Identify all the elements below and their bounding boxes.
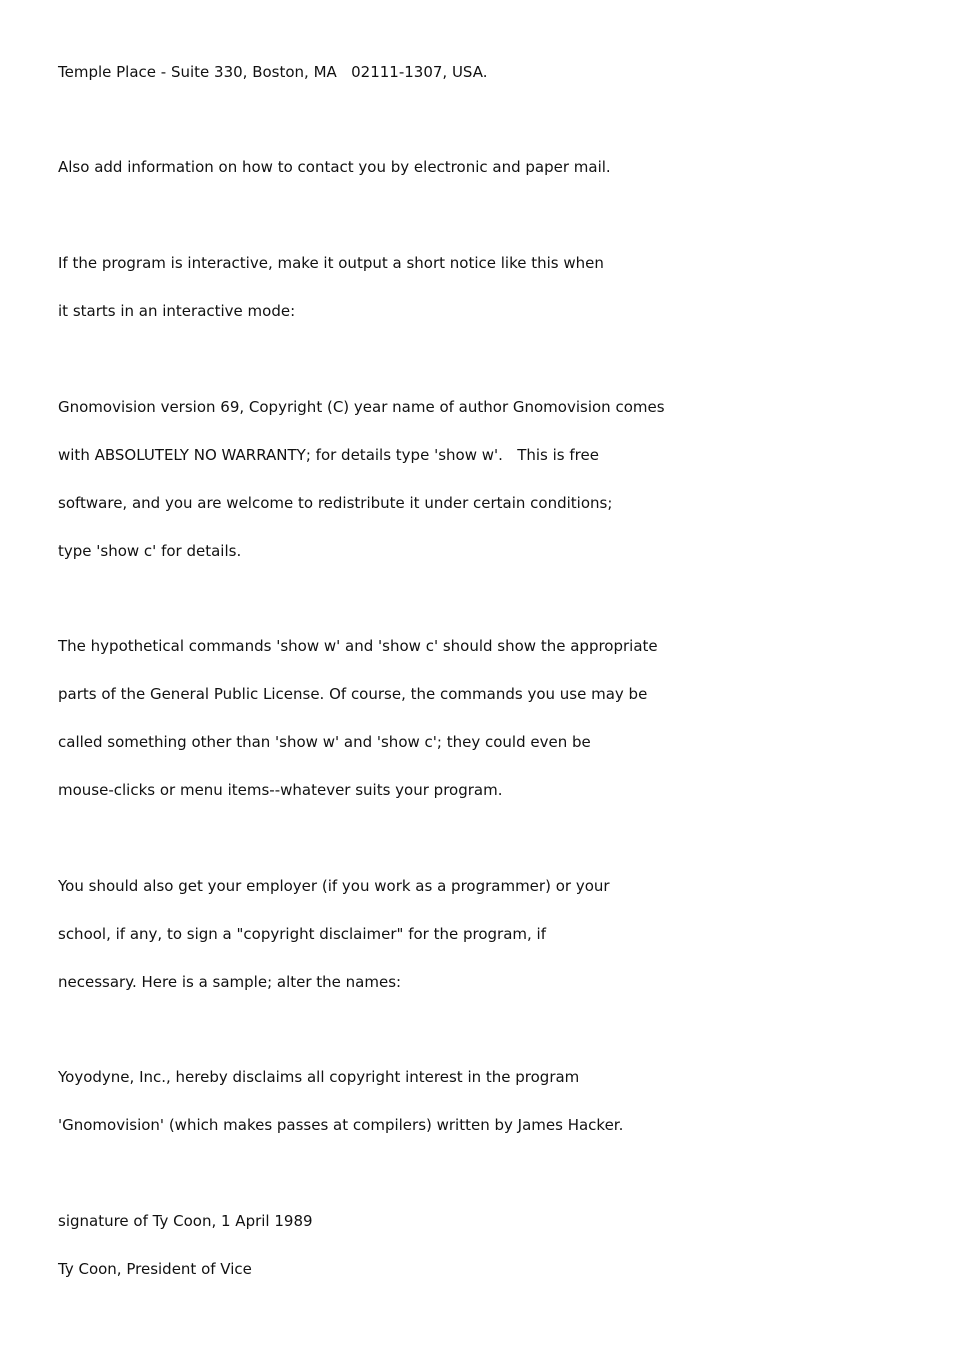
text-line: Also add information on how to contact you by electronic and paper mail. [58,158,611,176]
text-line: type 'show c' for details. [58,542,242,560]
text-line: If the program is interactive, make it output a short notice like this when [58,254,604,272]
text-line: school, if any, to sign a "copyright disclaimer" for the program, if [58,925,546,943]
text-line: The hypothetical commands 'show w' and 'show c' should show the appropriate [58,637,658,655]
text-line: You should also get your employer (if you work as a programmer) or your [58,877,610,895]
text-line: Temple Place - Suite 330, Boston, MA 02111-1307, USA. [58,63,488,81]
text-line: necessary. Here is a sample; alter the names: [58,973,402,991]
text-line: it starts in an interactive mode: [58,302,296,320]
text-line: Ty Coon, President of Vice [58,1260,252,1278]
text-line: Gnomovision version 69, Copyright (C) year name of author Gnomovision comes [58,398,665,416]
text-line: software, and you are welcome to redistribute it under certain conditions; [58,494,613,512]
text-line: parts of the General Public License. Of course, the commands you use may be [58,685,648,703]
text-line: 'Gnomovision' (which makes passes at compilers) written by James Hacker. [58,1116,624,1134]
text-line: signature of Ty Coon, 1 April 1989 [58,1212,313,1230]
text-line: Yoyodyne, Inc., hereby disclaims all copyright interest in the program [58,1068,580,1086]
text-line: with ABSOLUTELY NO WARRANTY; for details type 'show w'. This is free [58,446,599,464]
text-line: called something other than 'show w' and 'show c'; they could even be [58,733,591,751]
text-line: mouse-clicks or menu items--whatever suits your program. [58,781,503,799]
